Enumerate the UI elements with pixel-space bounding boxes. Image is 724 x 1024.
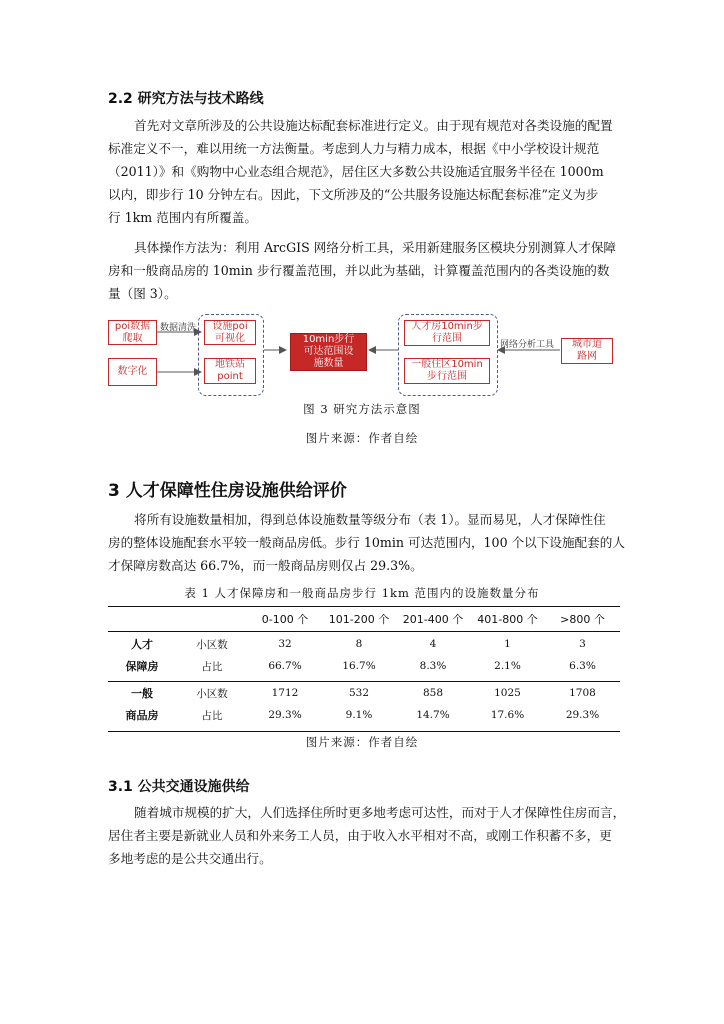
- data-table: [108, 608, 620, 726]
- node-talent-housing-range: 人才房10min步 行范围: [404, 320, 490, 346]
- table-cell: 1025: [494, 687, 521, 699]
- table-cell: 2.1%: [494, 660, 521, 672]
- header-cell: 201-400 个: [402, 613, 464, 626]
- row-group-label: 一般: [131, 687, 153, 700]
- table-cell: 17.6%: [490, 709, 525, 721]
- table-cell: 29.3%: [565, 709, 600, 721]
- text-line: 具体操作方法为：利用 ArcGIS 网络分析工具，采用新建服务区模块分别测算人才保障: [134, 240, 617, 255]
- text-line: 量（图 3）。: [108, 286, 177, 301]
- table-row: [108, 655, 620, 677]
- header-cell: 401-800 个: [477, 613, 538, 626]
- row-label: 小区数: [196, 687, 228, 700]
- table-source: 图片来源：作者自绘: [305, 735, 419, 749]
- header-cell: 0-100 个: [261, 613, 309, 626]
- table-header-row: [108, 608, 620, 630]
- text-line: 随着城市规模的扩大，人们选择住所时更多地考虑可达性，而对于人才保障性住房而言，: [134, 805, 626, 820]
- table-cell: 3: [579, 638, 586, 650]
- text-line: 房的整体设施配套水平较一般商品房低。步行 10min 可达范围内，100 个以下设施配套的人: [108, 535, 625, 550]
- paragraph-3-1: [108, 508, 625, 577]
- edge-label-network-tool: 网络分析工具: [500, 340, 555, 350]
- table-cell: 29.3%: [268, 709, 302, 721]
- section-heading-3-1: 3.1 公共交通设施供给: [108, 779, 250, 795]
- paragraph-3-1-1: [108, 801, 626, 870]
- figure-caption: 图 3 研究方法示意图: [303, 402, 421, 416]
- text-line: 多地考虑的是公共交通出行。: [108, 851, 272, 866]
- table-cell: 1712: [271, 687, 299, 699]
- table-cell: 66.7%: [268, 660, 302, 672]
- table-cell: 14.7%: [416, 709, 450, 721]
- node-poi-visualize: 设施poi 可视化: [204, 320, 256, 345]
- table-cell: 32: [278, 638, 292, 650]
- node-road-network: 城市道 路网: [561, 338, 613, 364]
- table-cell: 532: [348, 687, 370, 699]
- table-row: [108, 682, 620, 704]
- table-row: [108, 633, 620, 655]
- table-top-rule: [108, 606, 620, 607]
- node-subway-point: 地铁站 point: [204, 358, 256, 384]
- row-group-label: 商品房: [125, 709, 159, 722]
- node-general-housing-range: 一般住区10min 步行范围: [404, 358, 490, 384]
- edge-label-cleaning: 数据清洗: [160, 323, 197, 333]
- table-cell: 858: [422, 687, 444, 699]
- table-bottom-rule: [108, 731, 620, 732]
- row-group-label: 保障房: [125, 660, 159, 673]
- text-line: 将所有设施数量相加，得到总体设施数量等级分布（表 1）。显而易见，人才保障性住: [134, 512, 606, 527]
- row-label: 占比: [201, 709, 223, 722]
- row-label: 占比: [201, 660, 223, 673]
- text-line: 以内，即步行 10 分钟左右。因此，下文所涉及的“公共服务设施达标配套标准”定义为步: [108, 187, 599, 202]
- table-cell: 1: [504, 638, 511, 650]
- figure-source: 图片来源：作者自绘: [305, 431, 419, 445]
- node-poi-crawl: poi数据 爬取: [108, 320, 157, 345]
- section-heading-3: 3 人才保障性住房设施供给评价: [108, 481, 347, 501]
- text-line: 房和一般商品房的 10min 步行覆盖范围，并以此为基础，计算覆盖范围内的各类设施的数: [108, 263, 610, 278]
- header-cell: 101-200 个: [328, 613, 390, 626]
- table-cell: 16.7%: [342, 660, 376, 672]
- table-cell: 9.1%: [345, 709, 373, 721]
- table-cell: 4: [429, 638, 437, 650]
- row-label: 小区数: [196, 638, 228, 651]
- table-cell: 6.3%: [569, 660, 596, 672]
- text-line: 标准定义不一，难以用统一方法衡量。考虑到人力与精力成本，根据《中小学校设计规范: [108, 141, 600, 156]
- table-cell: 8: [355, 638, 363, 650]
- table-cell: 1708: [569, 687, 596, 699]
- section-heading-2-2: 2.2 研究方法与技术路线: [108, 91, 264, 107]
- text-line: 行 1km 范围内有所覆盖。: [108, 210, 257, 225]
- node-center-facility-count: 10min步行 可达范围设 施数量: [290, 333, 367, 371]
- table-row: [108, 704, 620, 726]
- text-line: （2011）》和《购物中心业态组合规范》，居住区大多数公共设施适宜服务半径在 1000m: [108, 164, 604, 179]
- header-cell: >800 个: [560, 613, 605, 626]
- text-line: 居住者主要是新就业人员和外来务工人员，由于收入水平相对不高，或刚工作积蓄不多，更: [108, 828, 612, 843]
- text-line: 首先对文章所涉及的公共设施达标配套标准进行定义。由于现有规范对各类设施的配置: [134, 118, 613, 133]
- node-digitize: 数字化: [108, 358, 157, 386]
- table-cell: 8.3%: [419, 660, 447, 672]
- text-line: 才保障房数高达 66.7%，而一般商品房则仅占 29.3%。: [108, 558, 423, 573]
- table-caption: 表 1 人才保障房和一般商品房步行 1km 范围内的设施数量分布: [184, 586, 540, 600]
- row-group-label: 人才: [131, 638, 153, 651]
